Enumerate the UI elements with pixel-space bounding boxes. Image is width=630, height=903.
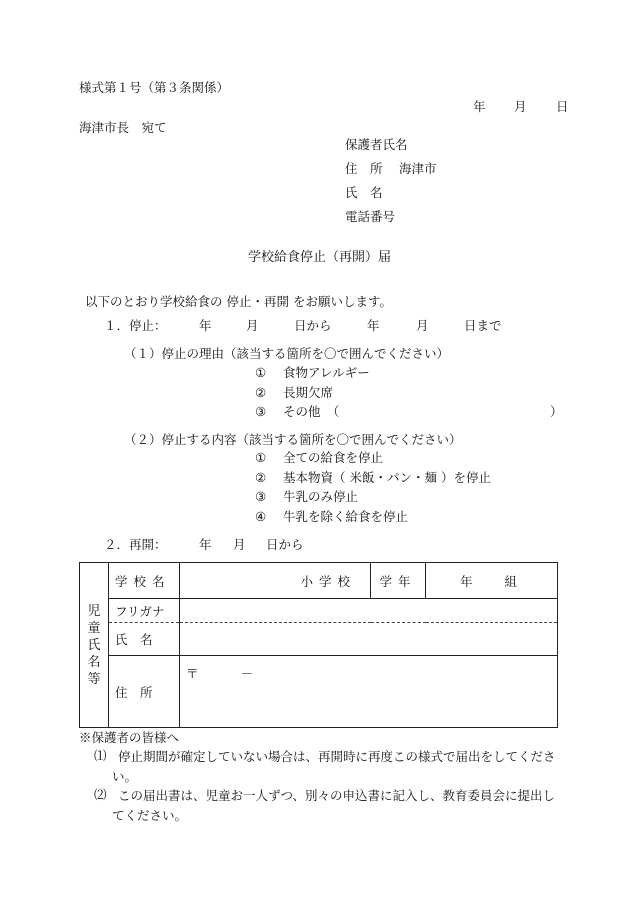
student-name-label: 氏 名 — [115, 632, 153, 647]
student-name-field[interactable] — [180, 623, 558, 656]
furigana-label-cell — [109, 599, 180, 623]
address-label: 住 所 — [345, 161, 383, 176]
student-info-table — [79, 562, 558, 728]
postal-dash: － — [240, 666, 254, 681]
note-undetermined-period: 停止期間が確定していない場合は、再開時に再度この様式で届出をしてください。 — [112, 749, 556, 784]
student-address-label: 住 所 — [115, 684, 153, 700]
school-label: 学校名 — [115, 573, 171, 589]
intro-text: 以下のとおり学校給食の 停止・再開 をお願いします。 — [85, 294, 392, 309]
phone-label: 電話番号 — [345, 209, 396, 224]
content-option-basic: 基本物資（ 米飯・パン・麺 ）を停止 — [283, 470, 491, 485]
content-option-mark: ① — [255, 450, 267, 465]
grade-field[interactable] — [426, 563, 558, 599]
notes-heading: ※保護者の皆様へ — [79, 730, 180, 745]
note-number: ⑵ — [94, 787, 107, 802]
stop-until-day: 日まで — [464, 318, 502, 333]
reason-option-mark: ③ — [255, 404, 267, 419]
grade-year-label: 年 — [460, 573, 473, 589]
date-month: 月 — [514, 99, 527, 114]
content-option-mark: ② — [255, 470, 267, 485]
student-address-label-cell — [109, 656, 180, 728]
name-label: 氏 名 — [345, 185, 383, 200]
stop-from-day: 日から — [294, 318, 332, 333]
stop-label: １．停止： — [104, 318, 167, 333]
student-side-label-cell — [80, 563, 109, 728]
content-heading: （２）停止する内容（該当する箇所を〇で囲んでください） — [124, 432, 462, 447]
grade-class-label: 組 — [504, 573, 518, 589]
resume-label: ２．再開： — [104, 537, 167, 552]
stop-until-month: 月 — [416, 318, 429, 333]
note-separate-forms: この届出書は、児童お一人ずつ、別々の申込書に記入し、教育委員会に提出してください。 — [112, 788, 556, 823]
furigana-label: フリガナ — [115, 603, 165, 619]
date-year: 年 — [473, 99, 486, 114]
date-day: 日 — [556, 99, 569, 114]
school-suffix: 小学校 — [300, 573, 356, 589]
content-option-mark: ④ — [255, 509, 267, 524]
stop-from-year: 年 — [199, 318, 212, 333]
document-title: 学校給食停止（再開）届 — [248, 250, 392, 265]
content-option-mark: ③ — [255, 489, 267, 504]
reason-option-mark: ② — [255, 385, 267, 400]
reason-option-mark: ① — [255, 365, 267, 380]
school-name-field[interactable] — [180, 563, 371, 599]
name-label-cell — [109, 623, 180, 656]
addressee: 海津市長 宛て — [79, 120, 167, 135]
furigana-field[interactable] — [180, 599, 558, 623]
content-option-except-milk: 牛乳を除く給食を停止 — [283, 509, 409, 524]
note-number: ⑴ — [94, 748, 107, 763]
reason-heading: （１）停止の理由（該当する箇所を〇で囲んでください） — [124, 346, 450, 361]
stop-from-month: 月 — [246, 318, 259, 333]
grade-label-cell — [371, 563, 426, 599]
guardian-name-label: 保護者氏名 — [345, 137, 408, 152]
content-option-milk-only: 牛乳のみ停止 — [283, 489, 359, 504]
reason-close-paren: ） — [550, 404, 563, 419]
school-label-cell — [109, 563, 180, 599]
reason-option-allergy: 食物アレルギー — [283, 365, 370, 380]
reason-option-other: その他 （ — [283, 404, 340, 419]
student-side-label: 児童氏名等 — [87, 603, 101, 687]
reason-option-absence: 長期欠席 — [283, 385, 334, 400]
content-option-all: 全ての給食を停止 — [283, 450, 384, 465]
student-address-field[interactable] — [180, 656, 558, 728]
postal-mark: 〒 — [186, 666, 199, 681]
form-number: 様式第１号（第３条関係） — [79, 80, 230, 95]
stop-until-year: 年 — [367, 318, 380, 333]
resume-year: 年 — [199, 537, 212, 552]
grade-label: 学年 — [379, 573, 417, 589]
address-value: 海津市 — [399, 161, 437, 176]
resume-month: 月 — [233, 537, 246, 552]
resume-day: 日から — [266, 537, 304, 552]
